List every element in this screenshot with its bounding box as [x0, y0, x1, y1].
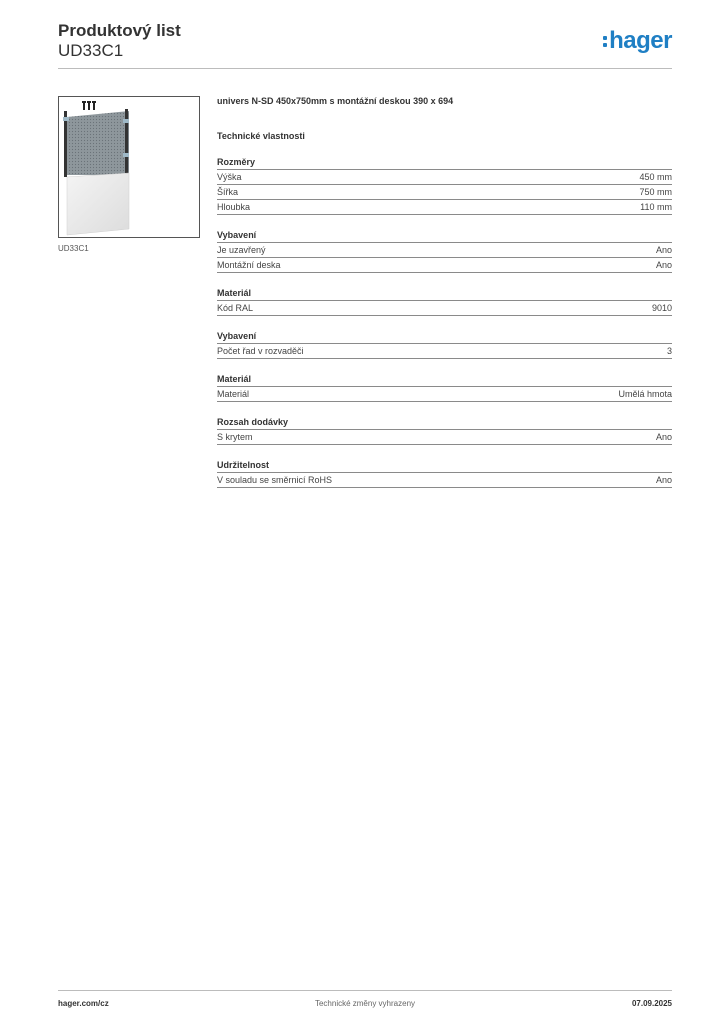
- hager-logo: [603, 28, 672, 54]
- logo-dots-icon: [603, 36, 607, 47]
- section-title: Rozměry: [217, 156, 672, 170]
- spec-value: 110 mm: [640, 202, 672, 212]
- section-material-type: [217, 373, 672, 402]
- spec-row: [217, 473, 672, 488]
- spec-row: [217, 170, 672, 185]
- product-image: [59, 97, 199, 237]
- product-name: univers N-SD 450x750mm s montážní deskou 390 x 694: [217, 96, 454, 106]
- section-sustainability: [217, 459, 672, 488]
- product-details: [217, 95, 672, 488]
- page-title: Produktový list: [58, 21, 181, 40]
- spec-label: Výška: [217, 172, 242, 182]
- spec-label: Počet řad v rozvaděči: [217, 346, 304, 356]
- page-header: [58, 20, 672, 68]
- spec-row: [217, 301, 672, 316]
- footer-date: 07.09.2025: [631, 999, 672, 1008]
- section-title: Rozsah dodávky: [217, 416, 672, 430]
- spec-value: Ano: [655, 260, 672, 270]
- section-material: [217, 287, 672, 316]
- section-title: Materiál: [217, 287, 672, 301]
- section-equipment-rows: [217, 330, 672, 359]
- spec-row: [217, 258, 672, 273]
- image-caption: UD33C1: [58, 244, 89, 253]
- spec-label: Kód RAL: [217, 303, 254, 313]
- footer-notice: Technické změny vyhrazeny: [314, 999, 416, 1008]
- spec-value: 450 mm: [639, 172, 672, 182]
- footer-website-link[interactable]: hager.com/cz: [58, 999, 109, 1008]
- section-title: Materiál: [217, 373, 672, 387]
- spec-value: Ano: [655, 432, 672, 442]
- spec-row: [217, 344, 672, 359]
- spec-label: S krytem: [217, 432, 253, 442]
- spec-row: [217, 200, 672, 215]
- spec-row: [217, 430, 672, 445]
- spec-label: V souladu se směrnicí RoHS: [217, 475, 333, 485]
- tech-properties-heading: Technické vlastnosti: [217, 131, 305, 141]
- logo-text: hager: [609, 27, 672, 54]
- product-code: UD33C1: [58, 41, 124, 60]
- spec-row: [217, 185, 672, 200]
- spec-label: Je uzavřený: [217, 245, 266, 255]
- spec-value: 9010: [651, 303, 672, 313]
- section-delivery-scope: [217, 416, 672, 445]
- spec-value: Umělá hmota: [618, 389, 672, 399]
- page-footer: [58, 990, 672, 1008]
- spec-label: Šířka: [217, 187, 239, 197]
- spec-value: Ano: [655, 245, 672, 255]
- spec-label: Montážní deska: [217, 260, 281, 270]
- section-equipment: [217, 229, 672, 273]
- spec-value: 750 mm: [639, 187, 672, 197]
- spec-label: Materiál: [217, 389, 250, 399]
- spec-label: Hloubka: [217, 202, 251, 212]
- product-image-frame: [58, 96, 200, 238]
- section-dimensions: [217, 156, 672, 215]
- header-divider: [58, 68, 672, 69]
- section-title: Vybavení: [217, 229, 672, 243]
- section-title: Udržitelnost: [217, 459, 672, 473]
- section-title: Vybavení: [217, 330, 672, 344]
- spec-row: [217, 243, 672, 258]
- spec-value: Ano: [655, 475, 672, 485]
- spec-row: [217, 387, 672, 402]
- spec-value: 3: [666, 346, 672, 356]
